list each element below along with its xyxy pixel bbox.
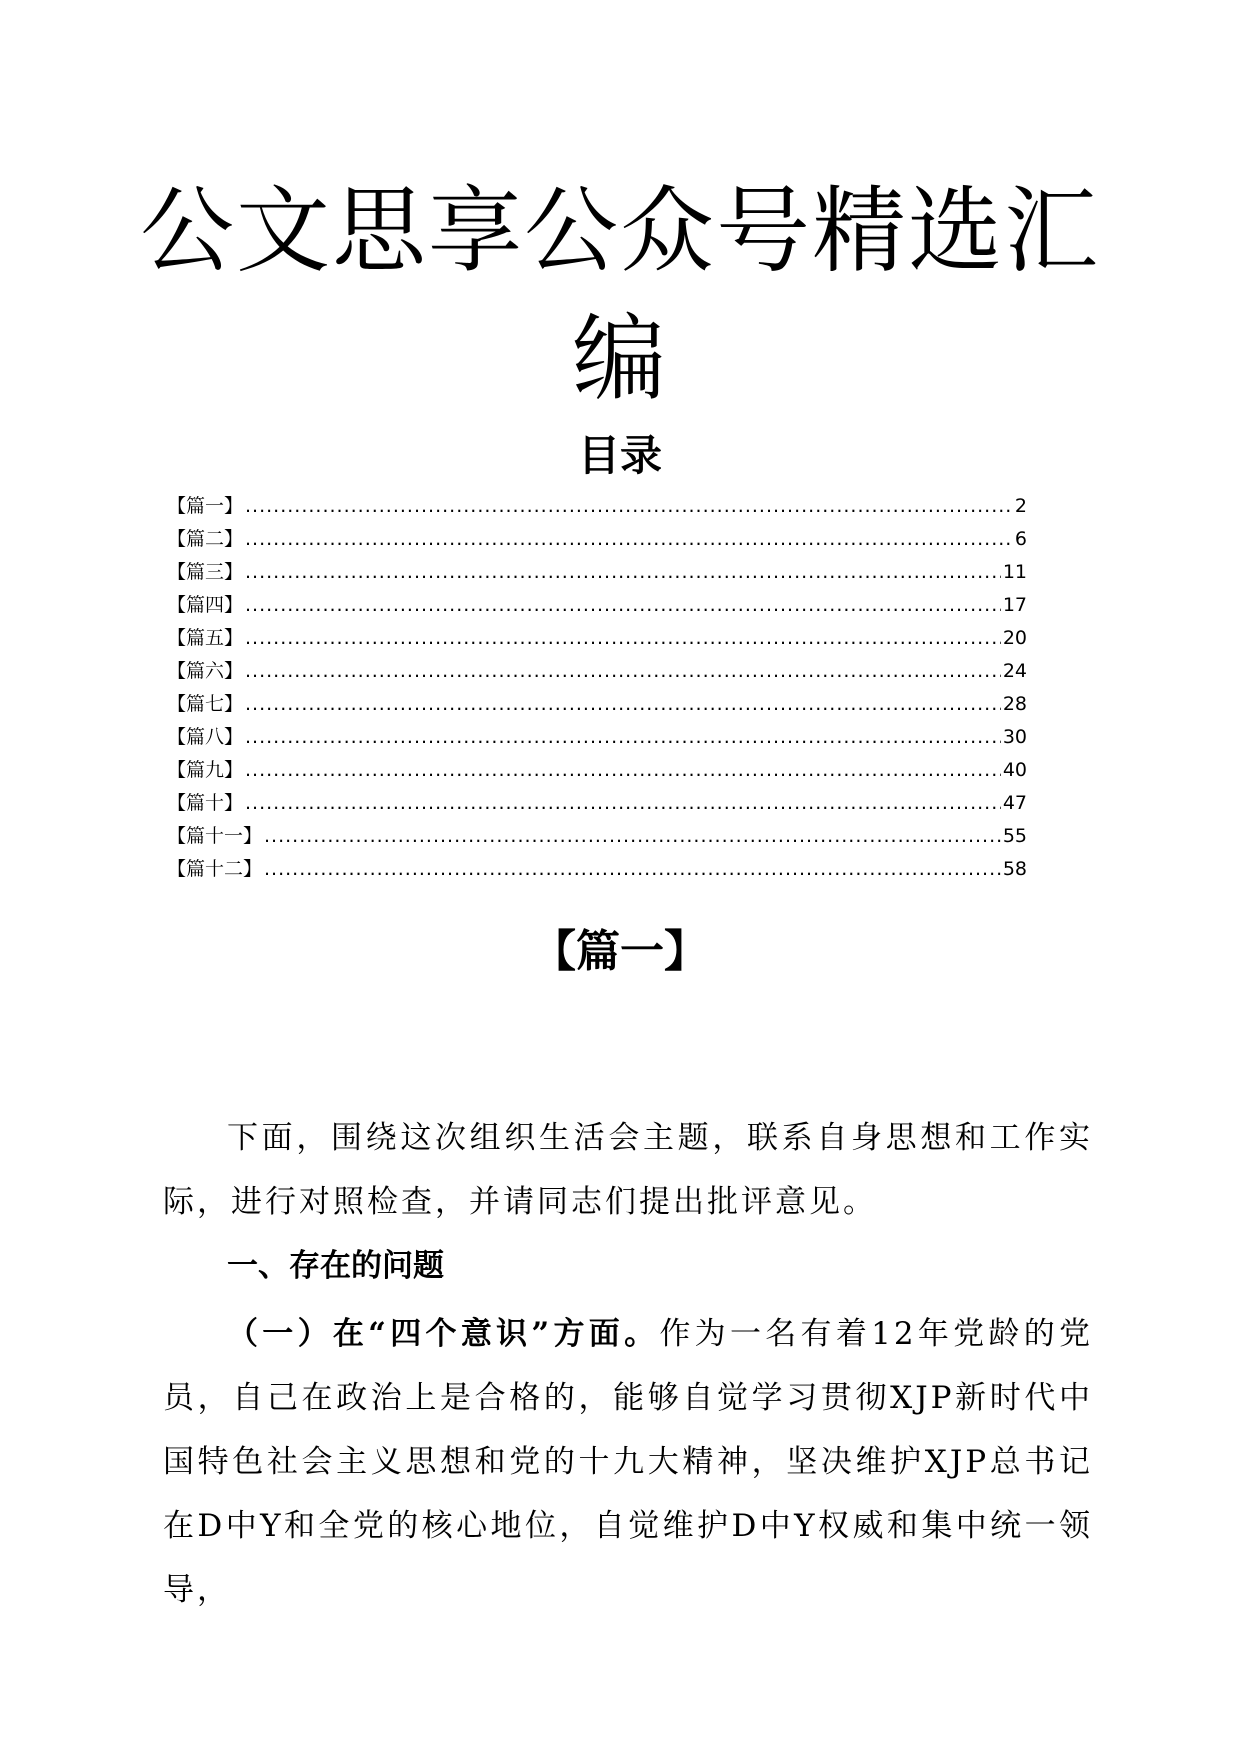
toc-entry-label: 【篇七】 [167, 693, 244, 715]
subsection-heading: 一、存在的问题 [227, 1248, 444, 1284]
toc-leader-dots [245, 556, 1001, 589]
toc-entry-label: 【篇十一】 [167, 825, 263, 847]
toc-entry[interactable] [167, 589, 1027, 622]
toc-entry[interactable] [167, 688, 1027, 721]
toc-entry[interactable] [167, 754, 1027, 787]
toc-leader-dots [245, 622, 1001, 655]
toc-entry-label: 【篇二】 [167, 528, 244, 550]
toc-leader-dots [245, 490, 1013, 523]
toc-entry-page: 40 [1002, 759, 1027, 781]
toc-entry-page: 17 [1002, 594, 1027, 616]
toc-entry-label: 【篇四】 [167, 594, 244, 616]
toc-entry-label: 【篇八】 [167, 726, 244, 748]
toc-entry-page: 55 [1002, 825, 1027, 847]
toc-leader-dots [264, 853, 1001, 886]
body-paragraph [163, 1302, 1093, 1622]
toc-entry-page: 20 [1002, 627, 1027, 649]
section-heading: 【篇一】 [532, 926, 708, 977]
toc-entry-page: 24 [1002, 660, 1027, 682]
toc-leader-dots [245, 523, 1013, 556]
toc-entry[interactable] [167, 622, 1027, 655]
body-paragraph: 下面，围绕这次组织生活会主题，联系自身思想和工作实际，进行对照检查，并请同志们提出批评意见。 [163, 1120, 1093, 1220]
toc-leader-dots [245, 655, 1001, 688]
toc-entry-page: 2 [1014, 495, 1027, 517]
toc-leader-dots [245, 754, 1001, 787]
toc-entry-label: 【篇六】 [167, 660, 244, 682]
toc-entry[interactable] [167, 490, 1027, 523]
toc-entry[interactable] [167, 787, 1027, 820]
document-title: 公文思享公众号精选汇编 [140, 177, 1101, 414]
table-of-contents [167, 490, 1027, 886]
toc-entry-label: 【篇五】 [167, 627, 244, 649]
toc-entry-label: 【篇十】 [167, 792, 244, 814]
toc-entry-page: 28 [1002, 693, 1027, 715]
toc-entry[interactable] [167, 655, 1027, 688]
toc-leader-dots [245, 589, 1001, 622]
toc-entry[interactable] [167, 853, 1027, 886]
toc-entry[interactable] [167, 721, 1027, 754]
toc-leader-dots [245, 721, 1001, 754]
toc-entry-page: 30 [1002, 726, 1027, 748]
toc-entry-label: 【篇一】 [167, 495, 244, 517]
toc-leader-dots [245, 787, 1001, 820]
toc-leader-dots [264, 820, 1001, 853]
toc-entry-label: 【篇十二】 [167, 858, 263, 880]
toc-entry-label: 【篇九】 [167, 759, 244, 781]
toc-entry[interactable] [167, 556, 1027, 589]
paragraph-lead: （一）在“四个意识”方面。 [227, 1316, 660, 1352]
toc-entry-page: 58 [1002, 858, 1027, 880]
toc-entry[interactable] [167, 523, 1027, 556]
toc-entry-label: 【篇三】 [167, 561, 244, 583]
toc-entry-page: 6 [1014, 528, 1027, 550]
toc-entry-page: 47 [1002, 792, 1027, 814]
toc-entry[interactable] [167, 820, 1027, 853]
toc-leader-dots [245, 688, 1001, 721]
paragraph-text: 作为一名有着12年党龄的党员，自己在政治上是合格的，能够自觉学习贯彻XJP新时代中国特色社会主义思想和党的十九大精神，坚决维护XJP总书记在D中Y和全党的核心地位，自觉维护D中Y权威和集中统一领导， [163, 1316, 1093, 1608]
toc-entry-page: 11 [1002, 561, 1027, 583]
toc-heading: 目录 [577, 431, 662, 480]
